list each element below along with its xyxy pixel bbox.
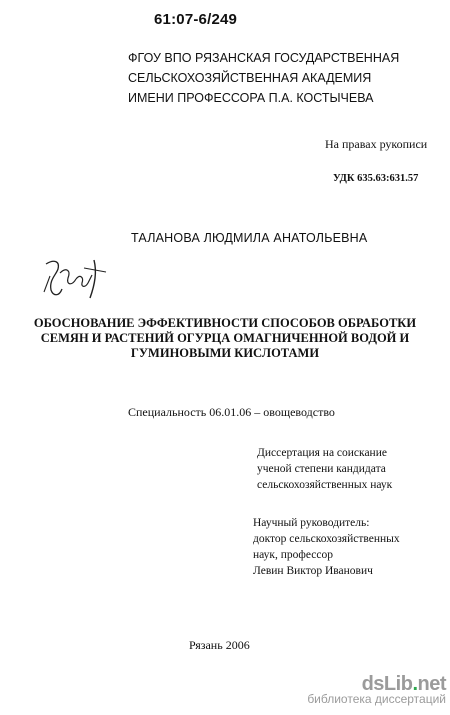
archive-stamp-number: 61:07-6/249 — [154, 11, 238, 28]
title-line-1: ОБОСНОВАНИЕ ЭФФЕКТИВНОСТИ СПОСОБОВ ОБРАБОТКИ — [33, 316, 417, 330]
city-year: Рязань 2006 — [189, 638, 250, 652]
specialty-line: Специальность 06.01.06 – овощеводство — [128, 405, 335, 419]
degree-statement — [257, 445, 392, 493]
watermark-logo — [307, 673, 446, 695]
logo-prefix: dsLib — [361, 673, 413, 695]
scientific-advisor — [253, 515, 400, 579]
institution-line-1: ФГОУ ВПО РЯЗАНСКАЯ ГОСУДАРСТВЕННАЯ — [128, 51, 400, 65]
degree-line-3: сельскохозяйственных наук — [257, 479, 393, 491]
dslib-watermark — [307, 673, 446, 707]
logo-suffix: net — [417, 673, 446, 695]
udc-code: УДК 635.63:631.57 — [333, 173, 419, 184]
title-line-3: ГУМИНОВЫМИ КИСЛОТАМИ — [130, 346, 320, 360]
advisor-line-2: доктор сельскохозяйственных — [253, 533, 400, 545]
advisor-line-4: Левин Виктор Иванович — [253, 565, 373, 577]
advisor-line-1: Научный руководитель: — [253, 517, 370, 529]
dissertation-title — [15, 316, 435, 361]
degree-line-2: учeной степени кандидата — [257, 463, 386, 475]
degree-line-1: Диссертация на соискание — [257, 447, 387, 459]
title-line-2: СЕМЯН И РАСТЕНИЙ ОГУРЦА ОМАГНИЧЕННОЙ ВОДОЙ И — [40, 331, 410, 345]
institution-header — [128, 48, 399, 108]
logo-dot: . — [412, 673, 418, 695]
advisor-line-3: наук, профессор — [253, 549, 333, 561]
handwritten-signature — [40, 252, 118, 300]
institution-line-3: ИМЕНИ ПРОФЕССОРА П.А. КОСТЫЧЕВА — [128, 91, 374, 105]
institution-line-2: СЕЛЬСКОХОЗЯЙСТВЕННАЯ АКАДЕМИЯ — [128, 71, 372, 85]
author-name: ТАЛАНОВА ЛЮДМИЛА АНАТОЛЬЕВНА — [131, 231, 368, 245]
manuscript-rights-note: На правах рукописи — [325, 137, 428, 151]
watermark-subtitle: библиотека диссертаций — [307, 692, 446, 706]
